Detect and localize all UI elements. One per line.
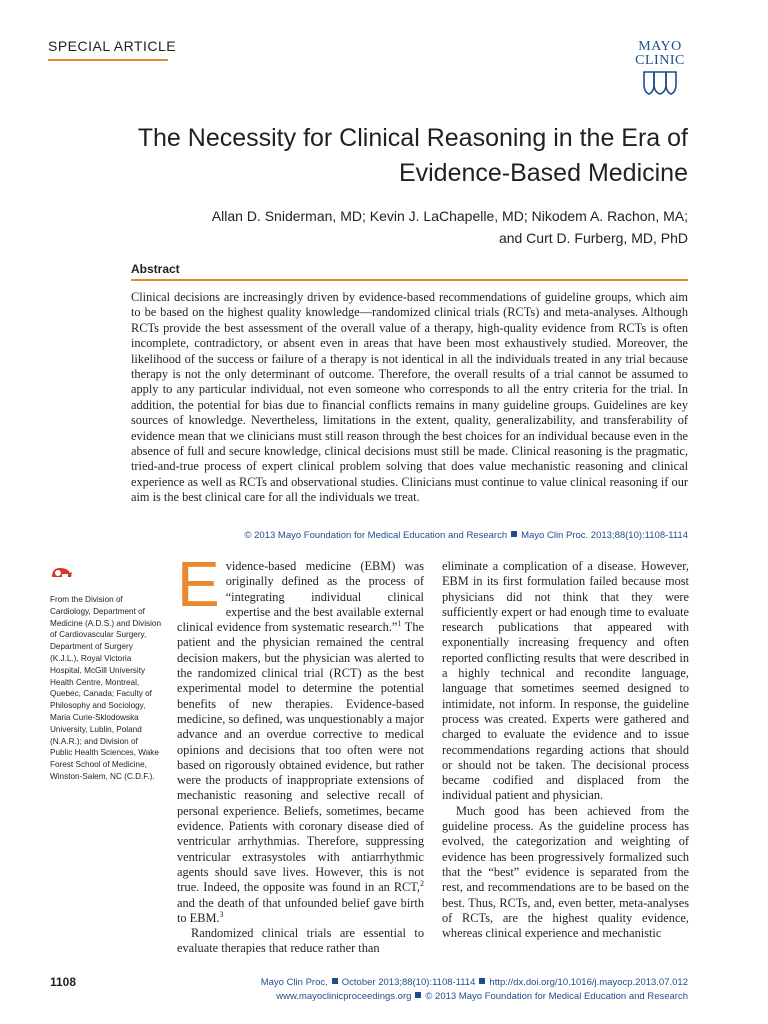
abstract-rule [131,279,688,281]
cme-credit-icon[interactable] [50,565,74,581]
body-paragraph-4: Much good has been achieved from the guideline process. As the guideline process has evolved, the categorization and weighting of evidence has been progressively formalized such that the “best” evidence is separated from the rest, and recommendations are to be based on the best. Thus, RCTs, and, even better, meta-analyses of RCTs, are the highest quality evidence, whereas clinical experience and mechanistic [442,803,689,941]
mayo-clinic-logo[interactable] [628,40,692,96]
section-rule [48,59,168,61]
body-paragraph-1 [177,548,424,926]
copyright-text: © 2013 Mayo Foundation for Medical Education and Research [244,530,508,541]
square-bullet-icon [332,978,338,984]
paragraph-text: The patient and the physician remained the central decision makers, but the physician was alerted to the randomized clinical trial (RCT) as the best experimental model to determine the potential benefits of new therapies. Evidence-based medicine, so defined, was unquestionably a major advance and an overdue corrective to medical opinions and decisions that too often were not based on rigorously obtained evidence, but rather were the products of inappropriate extensions of mechanistic reasoning and selective recall of personal experience. Beliefs, sometimes, became evidence. Patients with coronary disease died of ventricular arrhythmias. Therefore, suppressing ventricular extrasystoles with antiarrhythmic agents should save lives. However, this is not true. Indeed, the opposite was found in an RCT, [177,620,424,895]
paragraph-text: vidence-based medicine (EBM) was originally defined as the process of “integrating individual clinical expertise and the best available external clinical evidence from systematic research.” [177,559,424,635]
affiliation-note: From the Division of Cardiology, Department of Medicine (A.D.S.) and Division of Cardiovascular Surgery, Department of Surgery (K.J.L.), Royal Victoria Hospital, McGill University Health Centre, Montreal, Quebec, Canada; Faculty of Philosophy and Sociology, Maria Curie-Sklodowska University, Lublin, Poland (N.A.R.); and Division of Public Health Sciences, Wake Forest School of Medicine, Winston-Salem, NC (C.D.F.). [50,595,162,781]
article-title: The Necessity for Clinical Reasoning in the Era of Evidence-Based Medicine [137,124,688,187]
footer-journal: Mayo Clin Proc. [260,977,328,988]
authors-line-1: Allan D. Sniderman, MD; Kevin J. LaChapelle, MD; Nikodem A. Rachon, MA; [211,208,688,224]
page-number: 1108 [50,975,77,989]
reference-3[interactable]: 3 [219,909,224,919]
body-column-2 [442,559,689,941]
journal-citation: Mayo Clin Proc. 2013;88(10):1108-1114 [521,530,688,541]
drop-cap: E [177,548,220,620]
reference-2[interactable]: 2 [420,879,424,889]
footer-copyright: © 2013 Mayo Foundation for Medical Education and Research [425,991,688,1002]
paragraph-text: and the death of that unfounded belief gave birth to EBM. [177,895,424,925]
logo-text-mayo: MAYO [638,39,682,54]
footer-issue: October 2013;88(10):1108-1114 [341,977,476,988]
square-bullet-icon [479,978,485,984]
abstract-heading: Abstract [131,262,180,276]
reference-1[interactable]: 1 [397,619,402,629]
body-paragraph-2: Randomized clinical trials are essential to evaluate therapies that reduce rather than [177,926,424,956]
footer-line-2 [261,990,688,1004]
abstract-citation [245,530,689,541]
square-bullet-icon [415,992,421,998]
shield-logo-icon [642,70,678,96]
body-paragraph-3: eliminate a complication of a disease. However, EBM in its first formulation failed because most physicians did not think that they were sufficiently expert or had enough time to evaluate research publications that appeared with exponentially increasing frequency and often reported conflicting results that were described in a highly technical and recondite language, language that sometimes seemed designed to intimidate, not inform. In response, the guideline process was created. Experts were gathered and charged to evaluate the evidence and to issue recommendations regarding actions that should or should not be taken. The decisional process became codified and displaced from the individual patient and physician. [442,559,689,803]
body-column-1 [177,548,424,957]
footer-line-1 [261,976,688,990]
authors-line-2: and Curt D. Furberg, MD, PhD [498,230,688,246]
section-label: SPECIAL ARTICLE [48,38,177,54]
author-list [128,205,688,249]
square-bullet-icon [511,531,517,537]
footer-doi-link[interactable]: http://dx.doi.org/10.1016/j.mayocp.2013.07.012 [489,977,688,988]
abstract-text: Clinical decisions are increasingly driven by evidence-based recommendations of guideline groups, which aim to be based on the highest quality knowledge—randomized clinical trials (RCTs) and meta-analyses. Although RCTs provide the best assessment of the overall value of a therapy, high-quality evidence from RCTs is often incomplete, contradictory, or absent even in areas that have been most exhaustively studied. Moreover, the likelihood of the success or failure of a therapy is not identical in all the individuals treated in any trial because therapy is not the only determinant of outcome. Therefore, the overall results of a trial cannot be assumed to apply to any particular individual, not even someone who corresponds to all the entry criteria for the trial. In addition, the potential for bias due to financial conflicts remains in many guideline groups. Guidelines are key sources of knowledge. Nevertheless, limitations in the extent, quality, generalizability, and transferability of evidence mean that we clinicians must still reason through the best choices for an individual because even in the absence of full and secure knowledge, clinical decisions must still be made. Clinical reasoning is the pragmatic, tried-and-true process of expert clinical problem solving that does value mechanistic reasoning and clinical experience as well as RCTs and observational studies. Clinicians must continue to value clinical reasoning if our aim is the best clinical care for all the individuals we treat. [131,290,688,505]
logo-text-clinic: CLINIC [635,53,685,68]
footer-website-link[interactable]: www.mayoclinicproceedings.org [276,991,412,1002]
page-footer [261,976,688,1004]
